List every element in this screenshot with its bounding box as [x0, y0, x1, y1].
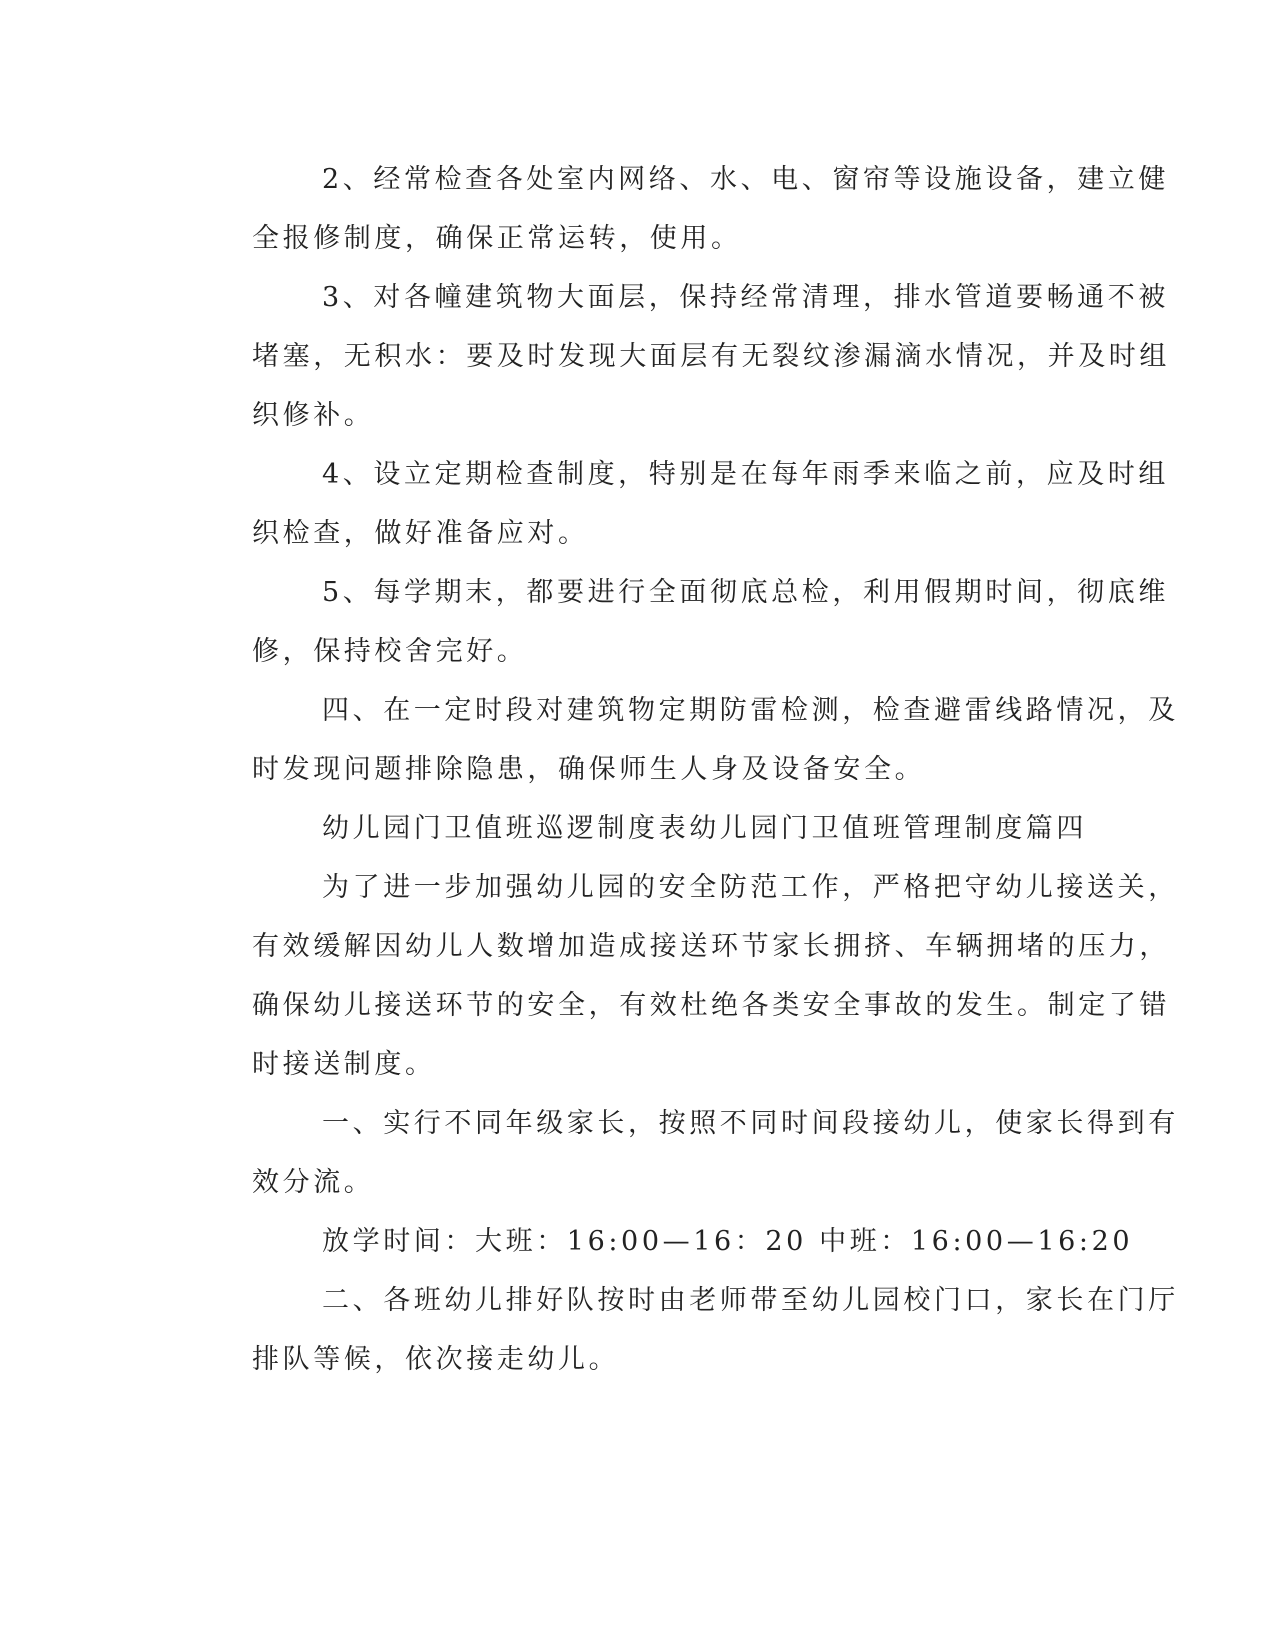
paragraph-section-four [182, 681, 1179, 799]
text-line: 一、实行不同年级家长，按照不同时间段接幼儿，使家长得到有 [322, 1108, 1179, 1139]
text-line: 织检查，做好准备应对。 [252, 518, 589, 549]
paragraph-rule-one [182, 1094, 1179, 1212]
text-line: 2、经常检查各处室内网络、水、电、窗帘等设施设备，建立健 [322, 164, 1169, 195]
text-line: 效分流。 [252, 1167, 375, 1198]
paragraph-rule-two [182, 1271, 1179, 1389]
text-line: 排队等候，依次接走幼儿。 [252, 1344, 620, 1375]
document-body [182, 150, 1179, 1389]
paragraph-item-3 [182, 268, 1170, 445]
text-line: 修，保持校舍完好。 [252, 636, 528, 667]
text-line: 5、每学期末，都要进行全面彻底总检，利用假期时间，彻底维 [322, 577, 1169, 608]
text-line: 时接送制度。 [252, 1049, 436, 1080]
paragraph-item-2 [182, 150, 1169, 268]
text-line: 4、设立定期检查制度，特别是在每年雨季来临之前，应及时组 [322, 459, 1169, 490]
text-line: 堵塞，无积水：要及时发现大面层有无裂纹渗漏滴水情况，并及时组 [252, 341, 1170, 372]
text-line: 全报修制度，确保正常运转，使用。 [252, 223, 742, 254]
paragraph-item-5 [182, 563, 1169, 681]
text-line: 为了进一步加强幼儿园的安全防范工作，严格把守幼儿接送关， [322, 872, 1179, 903]
text-line: 时发现问题排除隐患，确保师生人身及设备安全。 [252, 754, 926, 785]
article-heading [182, 799, 1087, 858]
text-line: 放学时间：大班：16:00—16：20 中班：16:00—16:20 [322, 1226, 1134, 1257]
paragraph-item-4 [182, 445, 1169, 563]
text-line: 3、对各幢建筑物大面层，保持经常清理，排水管道要畅通不被 [322, 282, 1169, 313]
text-line: 有效缓解因幼儿人数增加造成接送环节家长拥挤、车辆拥堵的压力， [252, 931, 1170, 962]
text-line: 确保幼儿接送环节的安全，有效杜绝各类安全事故的发生。制定了错 [252, 990, 1170, 1021]
paragraph-intro [182, 858, 1179, 1094]
paragraph-schedule [182, 1212, 1134, 1271]
heading-text: 幼儿园门卫值班巡逻制度表幼儿园门卫值班管理制度篇四 [322, 813, 1087, 844]
text-line: 二、各班幼儿排好队按时由老师带至幼儿园校门口，家长在门厅 [322, 1285, 1179, 1316]
text-line: 四、在一定时段对建筑物定期防雷检测，检查避雷线路情况，及 [322, 695, 1179, 726]
text-line: 织修补。 [252, 400, 375, 431]
